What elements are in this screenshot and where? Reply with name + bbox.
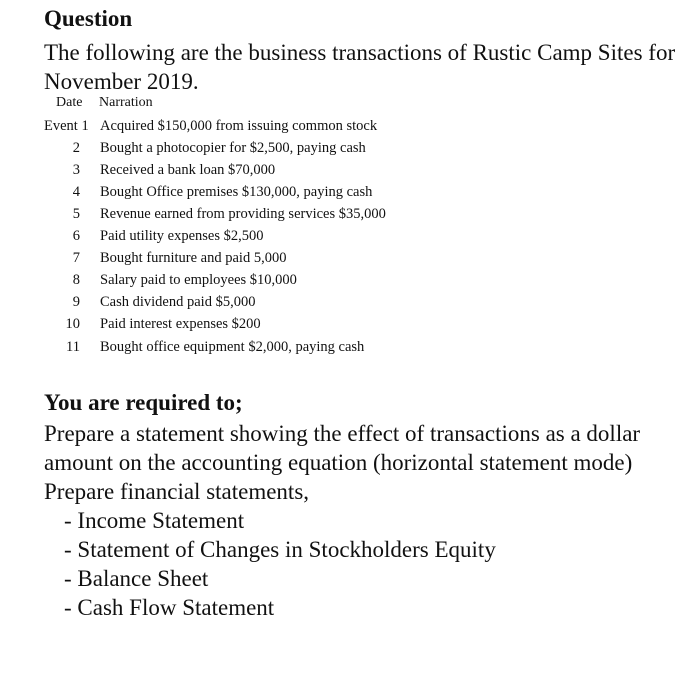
narration-text: Salary paid to employees $10,000 [100,272,297,288]
requirements-heading: You are required to; [44,390,243,415]
event-number: 11 [66,339,80,355]
narration-text: Paid interest expenses $200 [100,316,261,332]
requirement-task-2: Prepare financial statements, [44,479,310,504]
event-number: 8 [72,272,80,288]
narration-text: Received a bank loan $70,000 [100,162,276,178]
event-number: 7 [72,250,80,266]
narration-text: Bought office equipment $2,000, paying cash [100,339,365,355]
event-number: 4 [72,184,80,200]
question-intro: The following are the business transactions of Rustic Camp Sites for November 2019. [44,40,676,94]
narration-text: Paid utility expenses $2,500 [100,228,264,244]
requirements-body [44,419,674,622]
narration-text: Bought furniture and paid 5,000 [100,250,287,266]
event-number: 6 [72,228,80,244]
event-number: 5 [72,206,80,222]
event-number: 10 [65,316,80,332]
narration-text: Cash dividend paid $5,000 [100,294,256,310]
narration-text: Bought Office premises $130,000, paying cash [100,184,373,200]
question-heading: Question [44,6,133,31]
narration-text: Bought a photocopier for $2,500, paying cash [100,140,366,156]
financial-statements-list [44,506,674,622]
narration-column-header: Narration [99,95,153,110]
event-number: 9 [72,294,80,310]
statement-item: - Balance Sheet [64,566,209,591]
statement-item: - Cash Flow Statement [64,595,275,620]
event-number: 2 [72,140,80,156]
date-column-header: Date [56,95,83,110]
event-number: 3 [72,162,80,178]
narration-text: Acquired $150,000 from issuing common stock [100,118,378,134]
requirement-task-1: Prepare a statement showing the effect of transactions as a dollar amount on the accounting equation (horizontal statement mode) [44,421,641,475]
event-number: Event 1 [44,118,89,134]
statement-item: - Income Statement [64,508,245,533]
narration-text: Revenue earned from providing services $35,000 [100,206,386,222]
statement-item: - Statement of Changes in Stockholders Equity [64,537,496,562]
